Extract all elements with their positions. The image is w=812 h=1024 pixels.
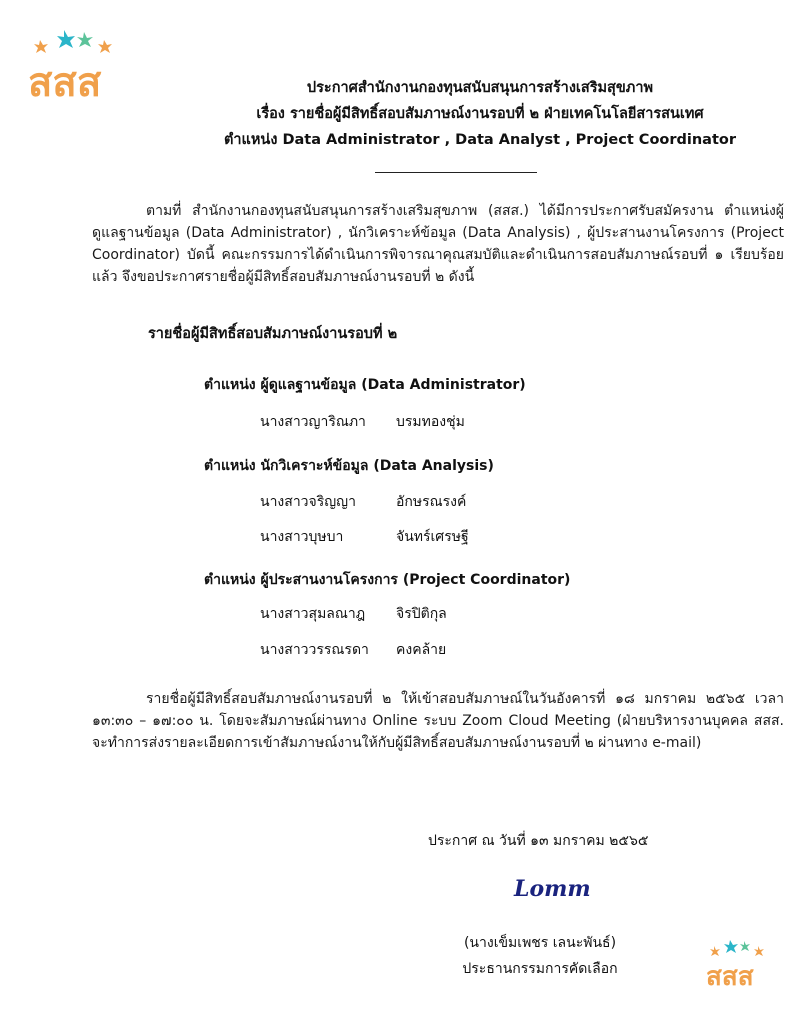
announcement-title: ประกาศสำนักงานกองทุนสนับสนุนการสร้างเสริมสุขภาพ [306,80,654,96]
candidate-last-name: จันทร์เศรษฐี [396,529,469,545]
candidate-list-title: รายชื่อผู้มีสิทธิ์สอบสัมภาษณ์งานรอบที่ ๒ [148,326,398,342]
position-title: ตำแหน่ง นักวิเคราะห์ข้อมูล (Data Analysis) [204,458,494,474]
header-divider [375,172,537,173]
signature [510,870,590,906]
thaihealth-logo-small [704,938,780,988]
announcement-subject: เรื่อง รายชื่อผู้มีสิทธิ์สอบสัมภาษณ์งานรอบที่ ๒ ฝ่ายเทคโนโลยีสารสนเทศ [256,106,704,122]
star-icon [710,946,720,956]
thaihealth-logo [26,28,142,100]
star-icon [77,32,93,47]
logo-text: สสส [28,60,102,100]
intro-paragraph: ตามที่ สำนักงานกองทุนสนับสนุนการสร้างเสริมสุขภาพ (สสส.) ได้มีการประกาศรับสมัครงาน ตำแหน่งผู้ดูแลฐานข้อมูล (Data Administrator) , นักวิเคราะห์ข้อมูล (Data Analysis) , ผู้ประสานงานโครงการ (Project Coordinator) บัดนี้ คณะกรรมการได้ดำเนินการพิจารณาคุณสมบัติและดำเนินการสอบสัมภาษณ์รอบที่ ๑ เรียบร้อยแล้ว จึงขอประกาศรายชื่อผู้มีสิทธิ์สอบสัมภาษณ์งานรอบที่ ๒ ดังนี้ [92,203,784,285]
star-icon [740,941,750,951]
star-icon [724,940,738,953]
candidate-first-name: นางสาววรรณรดา [260,642,369,658]
candidate-first-name: นางสาวบุษบา [260,529,344,545]
candidate-last-name: บรมทองชุ่ม [396,414,465,430]
star-icon [34,40,48,53]
interview-details-paragraph: รายชื่อผู้มีสิทธิ์สอบสัมภาษณ์งานรอบที่ ๒ ให้เข้าสอบสัมภาษณ์ในวันอังคารที่ ๑๘ มกราคม ๒๕๖๕ เวลา ๑๓:๓๐ – ๑๗:๐๐ น. โดยจะสัมภาษณ์ผ่านทาง Online ระบบ Zoom Cloud Meeting (ฝ่ายบริหารงานบุคคล สสส. จะทำการส่งรายละเอียดการเข้าสัมภาษณ์งานให้กับผู้มีสิทธิ์สอบสัมภาษณ์งานรอบที่ ๒ ผ่านทาง e-mail) [92,691,784,751]
candidate-first-name: นางสาวญาริณภา [260,414,366,430]
signatory-name: (นางเข็มเพชร เลนะพันธ์) [463,935,617,951]
signature-script: Lomm [514,876,590,902]
signatory-title: ประธานกรรมการคัดเลือก [462,961,618,977]
logo-text-small: สสส [706,962,754,988]
candidate-last-name: อักษรณรงค์ [396,494,467,510]
position-title: ตำแหน่ง ผู้ดูแลฐานข้อมูล (Data Administrator) [204,377,526,393]
announcement-date: ประกาศ ณ วันที่ ๑๓ มกราคม ๒๕๖๕ [428,833,649,849]
candidate-first-name: นางสาวจริญญา [260,494,356,510]
candidate-row [260,491,560,511]
position-title: ตำแหน่ง ผู้ประสานงานโครงการ (Project Coordinator) [204,572,571,588]
candidate-last-name: คงคล้าย [396,642,447,658]
announcement-positions: ตำแหน่ง Data Administrator , Data Analyst , Project Coordinator [223,132,737,148]
candidate-first-name: นางสาวสุมลณาฎ [260,606,366,622]
candidate-row [260,411,560,431]
candidate-last-name: จิรปิติกุล [396,606,447,622]
star-icon [754,946,764,956]
candidate-row [260,639,560,659]
star-icon [57,30,75,48]
candidate-row [260,526,560,546]
candidate-row [260,603,560,623]
star-icon [98,40,112,53]
